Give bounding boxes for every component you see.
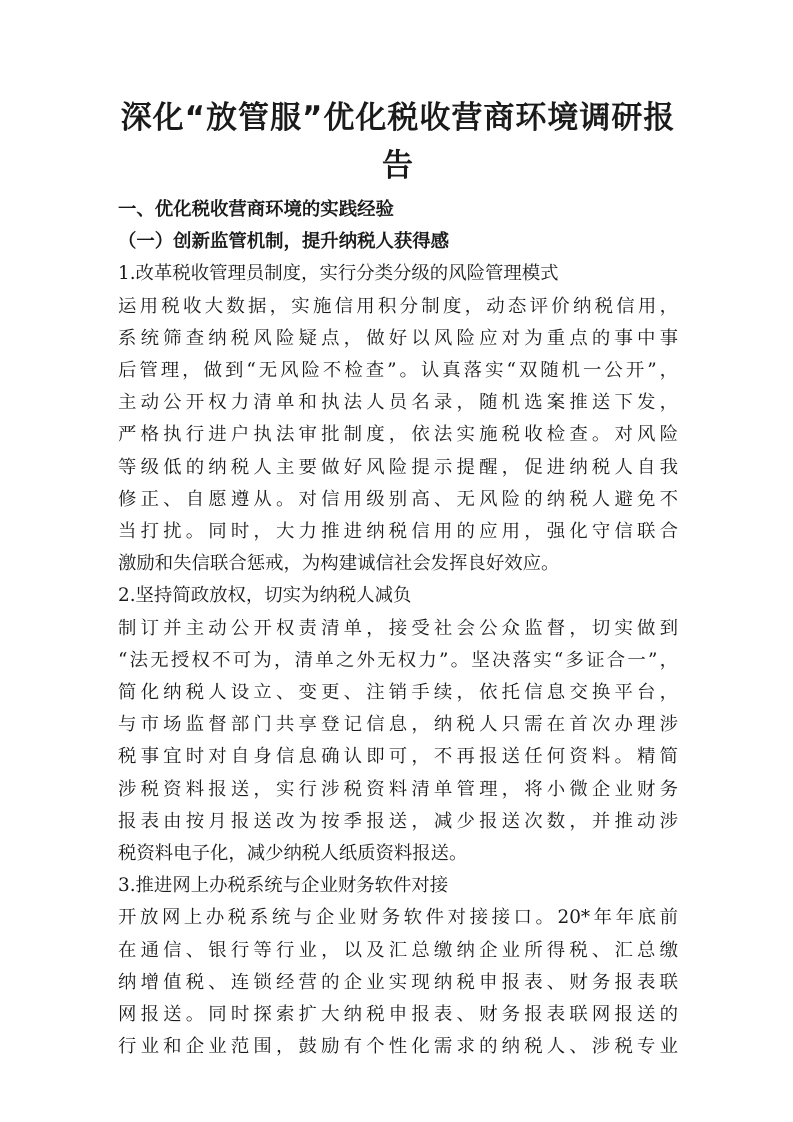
paragraph-line: 修正、自愿遵从。对信用级别高、无风险的纳税人避免不 [118,488,678,510]
paragraph-line: 严格执行进户执法审批制度，依法实施税收检查。对风险 [118,424,678,446]
paragraph-line: 激励和失信联合惩戒，为构建诚信社会发挥良好效应。 [118,553,560,575]
paragraph-line: 网报送。同时探索扩大纳税申报表、财务报表联网报送的 [118,1004,678,1025]
paragraph-line: 行业和企业范围，鼓励有个性化需求的纳税人、涉税专业 [118,1036,678,1058]
subsection-heading: 2.坚持简政放权，切实为纳税人减负 [118,585,412,607]
paragraph-line: 涉税资料报送，实行涉税资料清单管理，将小微企业财务 [118,778,678,800]
paragraph-line: 报表由按月报送改为按季报送，减少报送次数，并推动涉 [118,810,678,832]
subsection-heading: 1.改革税收管理员制度，实行分类分级的风险管理模式 [118,263,559,285]
paragraph-line: 制订并主动公开权责清单，接受社会公众监督，切实做到 [118,617,678,639]
paragraph-line: 与市场监督部门共享登记信息，纳税人只需在首次办理涉 [118,714,678,736]
paragraph-line: 运用税收大数据，实施信用积分制度，动态评价纳税信用， [118,295,678,317]
paragraph-line: 在通信、银行等行业，以及汇总缴纳企业所得税、汇总缴 [118,939,678,961]
paragraph-line: 纳增值税、连锁经营的企业实现纳税申报表、财务报表联 [118,971,678,993]
document-title: 深化“放管服”优化税收营商环境调研报 [120,100,676,136]
paragraph-line: “法无授权不可为，清单之外无权力”。坚决落实“多证合一”， [118,649,678,671]
paragraph-line: 当打扰。同时，大力推进纳税信用的应用，强化守信联合 [118,521,678,542]
document-title-continued: 告 [382,148,414,184]
paragraph-line: 开放网上办税系统与企业财务软件对接接口。20*年年底前 [118,907,678,929]
paragraph-line: 税资料电子化，减少纳税人纸质资料报送。 [118,843,468,864]
paragraph-line: 简化纳税人设立、变更、注销手续，依托信息交换平台， [118,682,678,703]
paragraph-line: 税事宜时对自身信息确认即可，不再报送任何资料。精简 [118,746,678,768]
section-heading: 一、优化税收营商环境的实践经验 [118,199,394,220]
paragraph-line: 等级低的纳税人主要做好风险提示提醒，促进纳税人自我 [118,456,678,478]
section-heading: （一）创新监管机制，提升纳税人获得感 [118,231,450,253]
paragraph-line: 系统筛查纳税风险疑点，做好以风险应对为重点的事中事 [118,327,678,349]
paragraph-line: 主动公开权力清单和执法人员名录，随机选案推送下发， [118,392,678,414]
paragraph-line: 后管理，做到“无风险不检查”。认真落实“双随机一公开”， [118,360,678,381]
subsection-heading: 3.推进网上办税系统与企业财务软件对接 [118,875,449,897]
